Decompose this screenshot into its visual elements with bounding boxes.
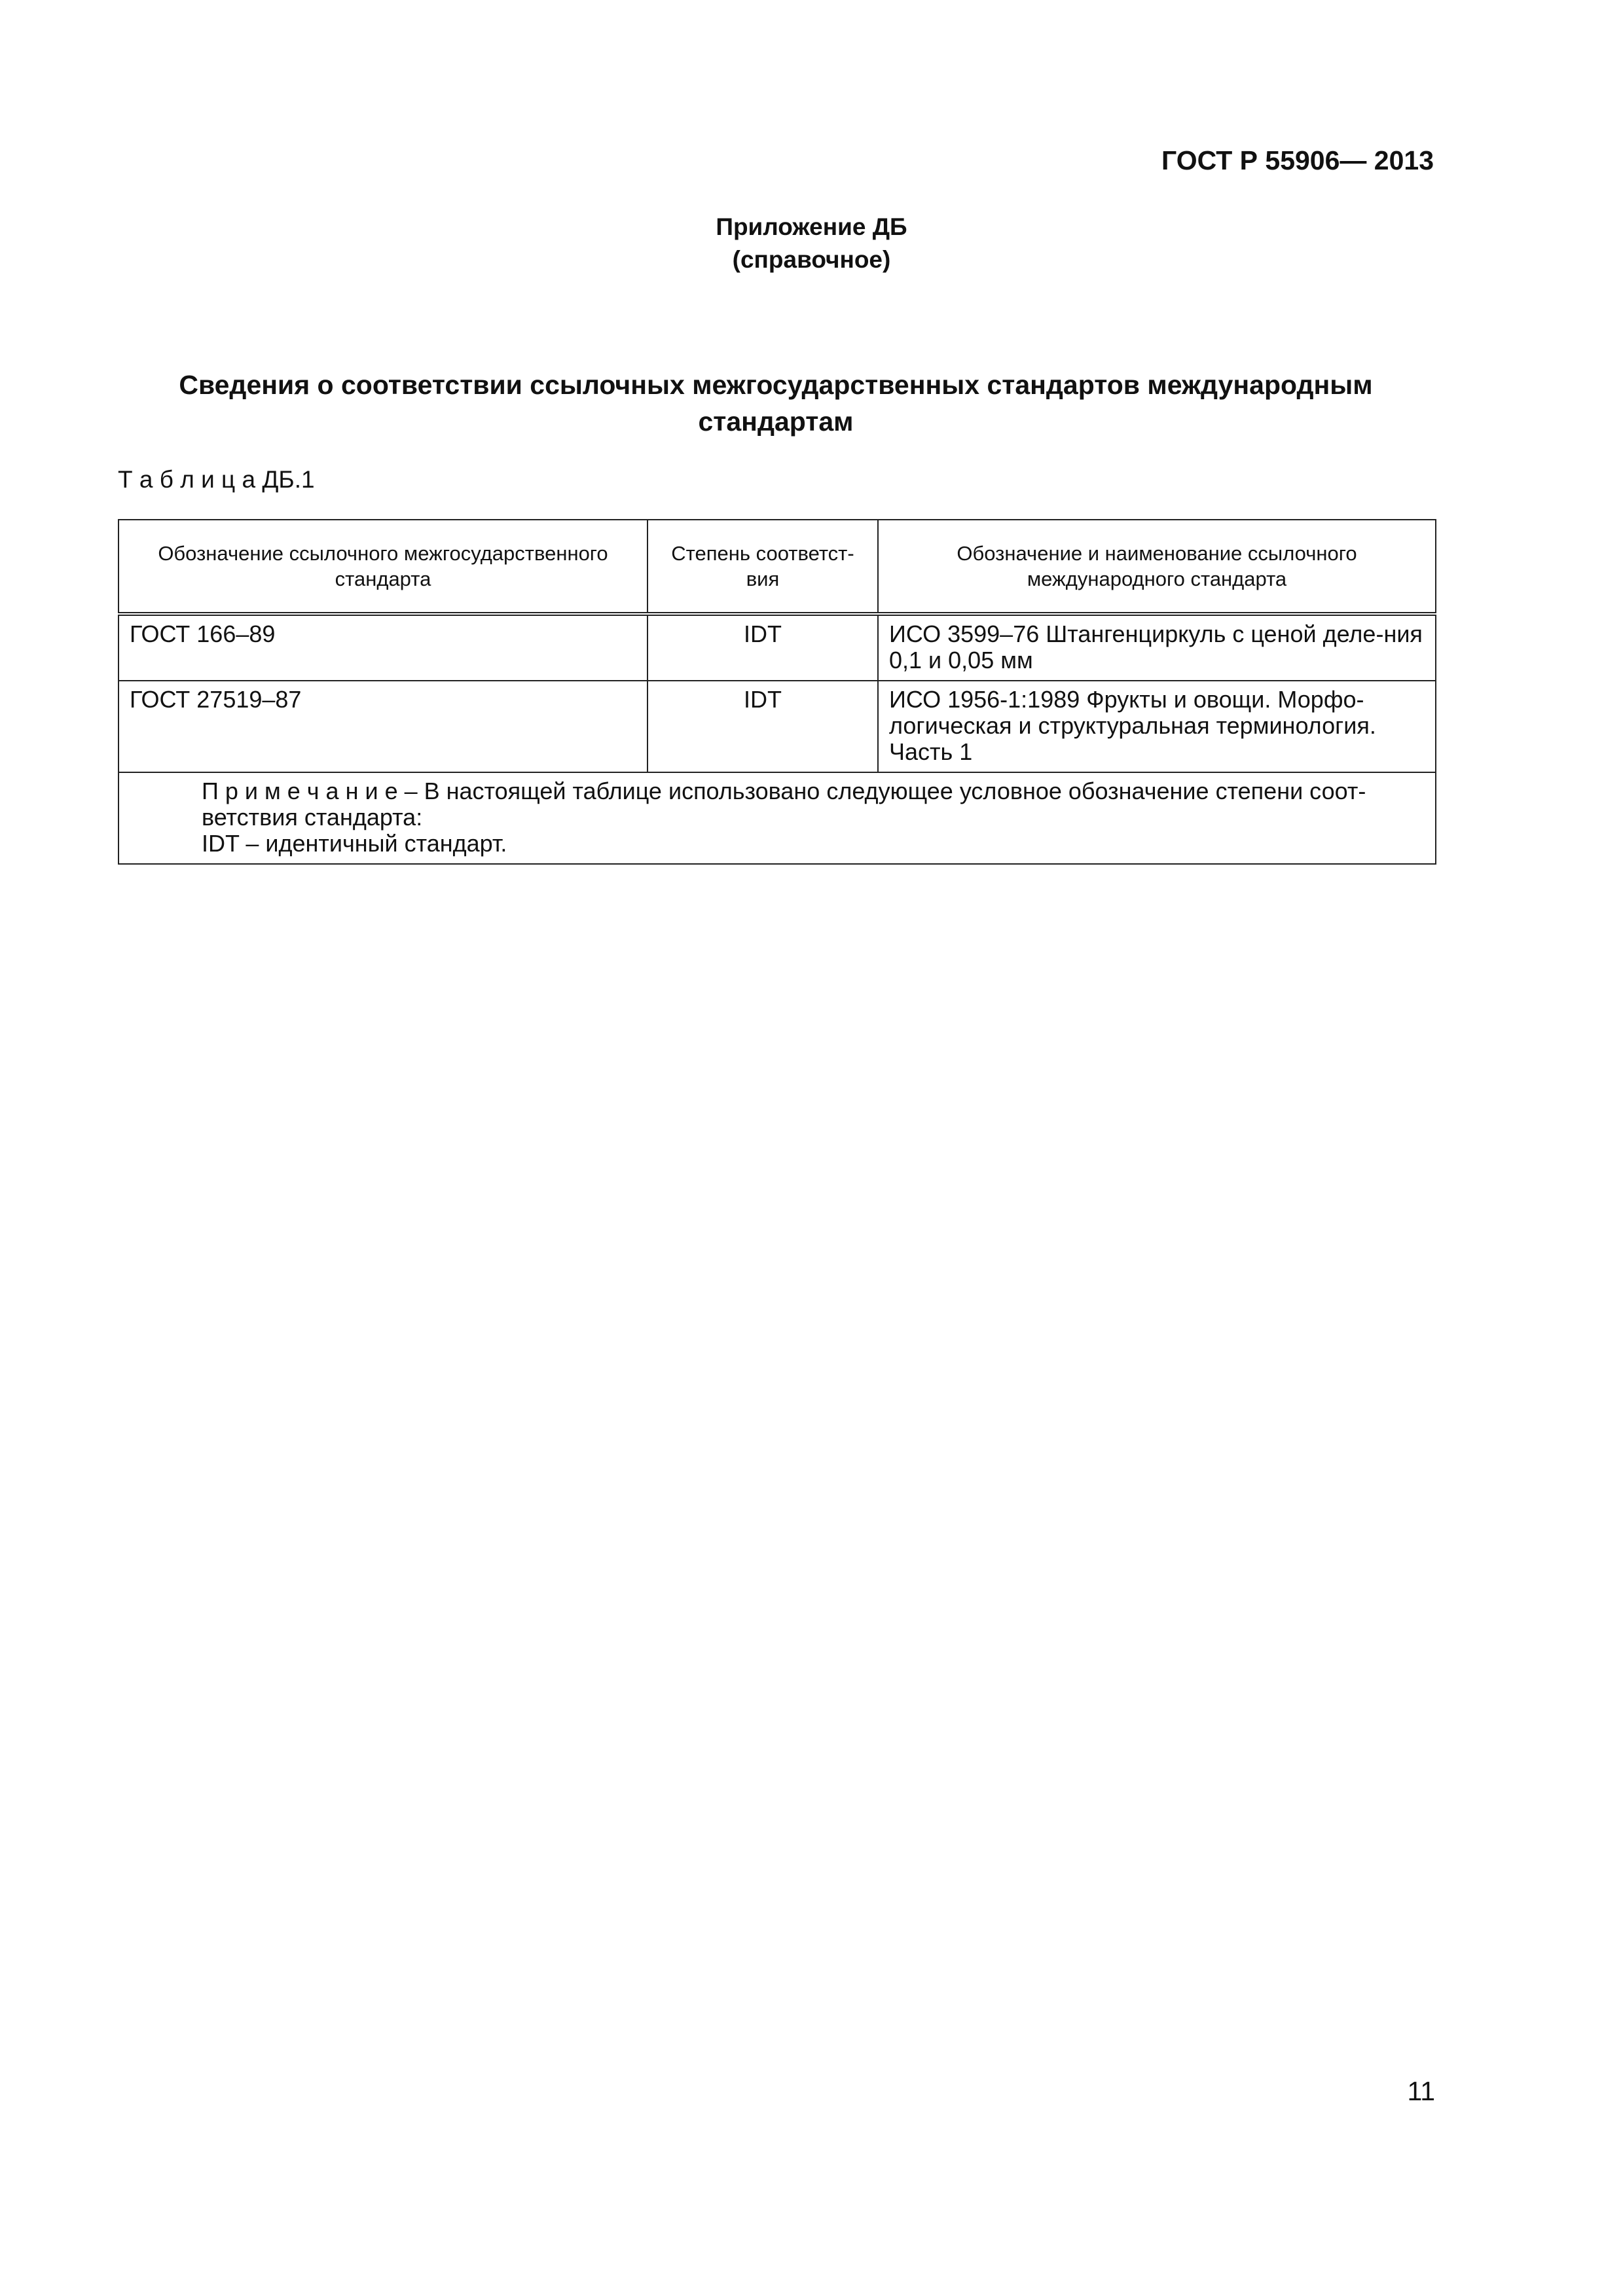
cell-international: ИСО 3599–76 Штангенциркуль с ценой деле-ния 0,1 и 0,05 мм xyxy=(878,614,1436,681)
section-title-line2: стандартам xyxy=(698,406,854,437)
standard-code: ГОСТ Р 55906— 2013 xyxy=(1161,145,1434,175)
cell-international: ИСО 1956-1:1989 Фрукты и овощи. Морфо-логическая и структуральная терминология. Часть 1 xyxy=(878,681,1436,772)
note-body xyxy=(130,778,1425,831)
section-title xyxy=(118,367,1434,440)
note-label: П р и м е ч а н и е xyxy=(202,778,398,804)
correspondence-table xyxy=(118,519,1436,865)
column-header-degree: Степень соответст-вия xyxy=(647,520,878,614)
table-note xyxy=(119,772,1436,864)
table-caption-prefix: Т а б л и ц а xyxy=(118,466,256,493)
cell-degree: IDT xyxy=(647,681,878,772)
table-row xyxy=(119,681,1436,772)
cell-degree: IDT xyxy=(647,614,878,681)
page-number: 11 xyxy=(1407,2076,1435,2106)
annex-heading xyxy=(0,211,1623,276)
annex-title: Приложение ДБ xyxy=(716,213,907,240)
section-title-line1: Сведения о соответствии ссылочных межгосударственных стандартов международным xyxy=(179,370,1373,400)
annex-type: (справочное) xyxy=(732,246,891,273)
note-text: – В настоящей таблице использовано следующее условное обозначение степени соот-ветствия стандарта: xyxy=(202,778,1366,831)
table-caption-number: ДБ.1 xyxy=(262,466,315,493)
column-header-standard: Обозначение ссылочного межгосударственного стандарта xyxy=(119,520,647,614)
note-legend: IDT – идентичный стандарт. xyxy=(202,830,507,857)
cell-standard: ГОСТ 166–89 xyxy=(119,614,647,681)
table-header-row xyxy=(119,520,1436,614)
cell-standard: ГОСТ 27519–87 xyxy=(119,681,647,772)
table-note-row xyxy=(119,772,1436,864)
column-header-international: Обозначение и наименование ссылочного международного стандарта xyxy=(878,520,1436,614)
table-caption xyxy=(118,466,315,493)
table-row xyxy=(119,614,1436,681)
